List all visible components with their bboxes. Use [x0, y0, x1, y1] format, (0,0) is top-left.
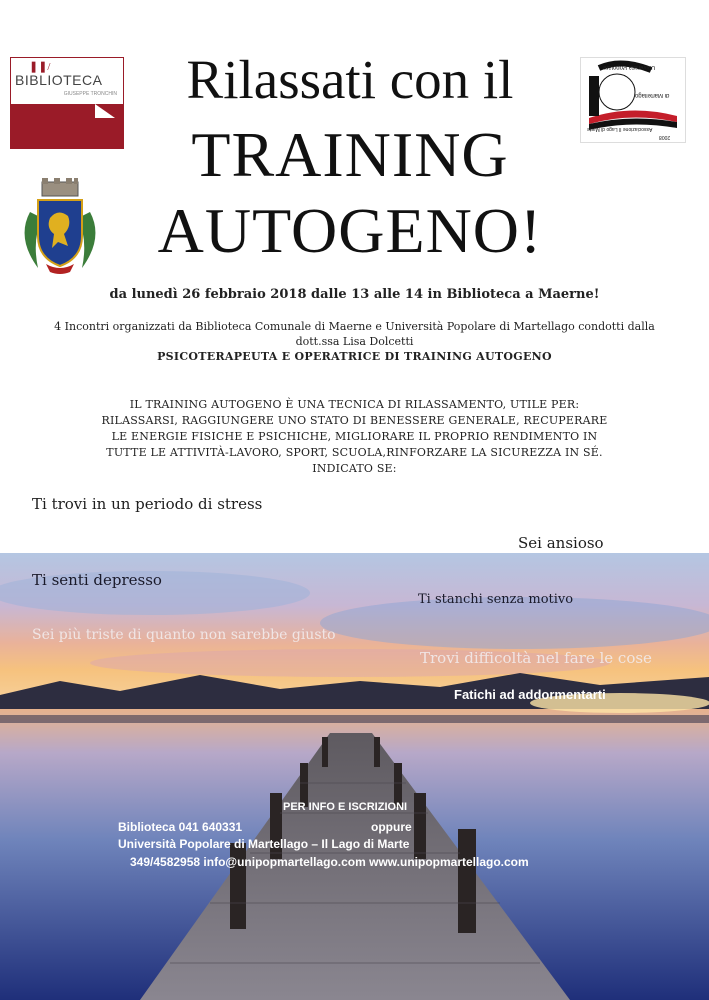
biblioteca-logo-sub: GIUSEPPE TRONCHIN: [63, 91, 117, 97]
event-date: da lunedì 26 febbraio 2018 dalle 13 alle 14 in Biblioteca a Maerne!: [109, 287, 600, 302]
description-line: LE ENERGIE FISICHE E PSICHICHE, MIGLIORARE IL PROPRIO RENDIMENTO IN: [111, 430, 598, 443]
contacts-biblioteca-phone: Biblioteca 041 640331: [118, 820, 243, 834]
symptom-triste: Sei più triste di quanto non sarebbe giusto: [32, 627, 336, 643]
description-line: TUTTE LE ATTIVITÀ-LAVORO, SPORT, SCUOLA,RINFORZARE LA SICUREZZA IN SÉ.: [106, 446, 603, 459]
comune-crest: [12, 178, 108, 276]
contacts-header: PER INFO E ISCRIZIONI: [283, 801, 408, 813]
title-line-3: AUTOGENO!: [157, 195, 543, 266]
contacts-phone-email-web: 349/4582958 info@unipopmartellago.com www.unipopmartellago.com: [130, 855, 529, 869]
biblioteca-logo-name: BIBLIOTECA: [15, 72, 103, 88]
uni-logo-sub: Associazione Il Lago di Marte: [587, 126, 653, 132]
event-role: PSICOTERAPEUTA E OPERATRICE DI TRAINING AUTOGENO: [157, 350, 552, 363]
uni-logo-arc: Università Popolare: [603, 64, 656, 70]
symptom-stress: Ti trovi in un periodo di stress: [32, 495, 263, 513]
universita-popolare-logo: [580, 57, 686, 143]
symptom-fatichi: Fatichi ad addormentarti: [454, 687, 606, 702]
contacts-oppure: oppure: [371, 820, 412, 834]
description-line: INDICATO SE:: [312, 462, 397, 475]
symptom-difficolta: Trovi difficoltà nel fare le cose: [420, 649, 652, 667]
title-line-2: TRAINING: [191, 119, 509, 190]
event-dottoressa: dott.ssa Lisa Dolcetti: [295, 335, 414, 348]
title-line-1: Rilassati con il: [186, 49, 514, 110]
symptom-ansioso: Sei ansioso: [518, 534, 604, 552]
contacts-universita: Università Popolare di Martellago – Il Lago di Marte: [118, 837, 410, 851]
biblioteca-logo-band: [11, 58, 123, 148]
book-icon: ❚❚/: [29, 61, 51, 73]
description-line: IL TRAINING AUTOGENO È UNA TECNICA DI RILASSAMENTO, UTILE PER:: [129, 398, 580, 411]
biblioteca-logo: [10, 57, 124, 149]
symptom-depresso: Ti senti depresso: [32, 571, 162, 589]
description-line: RILASSARSI, RAGGIUNGERE UNO STATO DI BENESSERE GENERALE, RECUPERARE: [101, 414, 608, 427]
lake-pier-photo: [0, 553, 709, 1000]
symptom-stanchi: Ti stanchi senza motivo: [418, 592, 574, 607]
uni-logo-name: di Martellago: [635, 92, 670, 98]
uni-logo-year: 2008: [659, 134, 671, 140]
event-incontri: 4 Incontri organizzati da Biblioteca Comunale di Maerne e Università Popolare di Martellago condotti dalla: [54, 320, 655, 333]
